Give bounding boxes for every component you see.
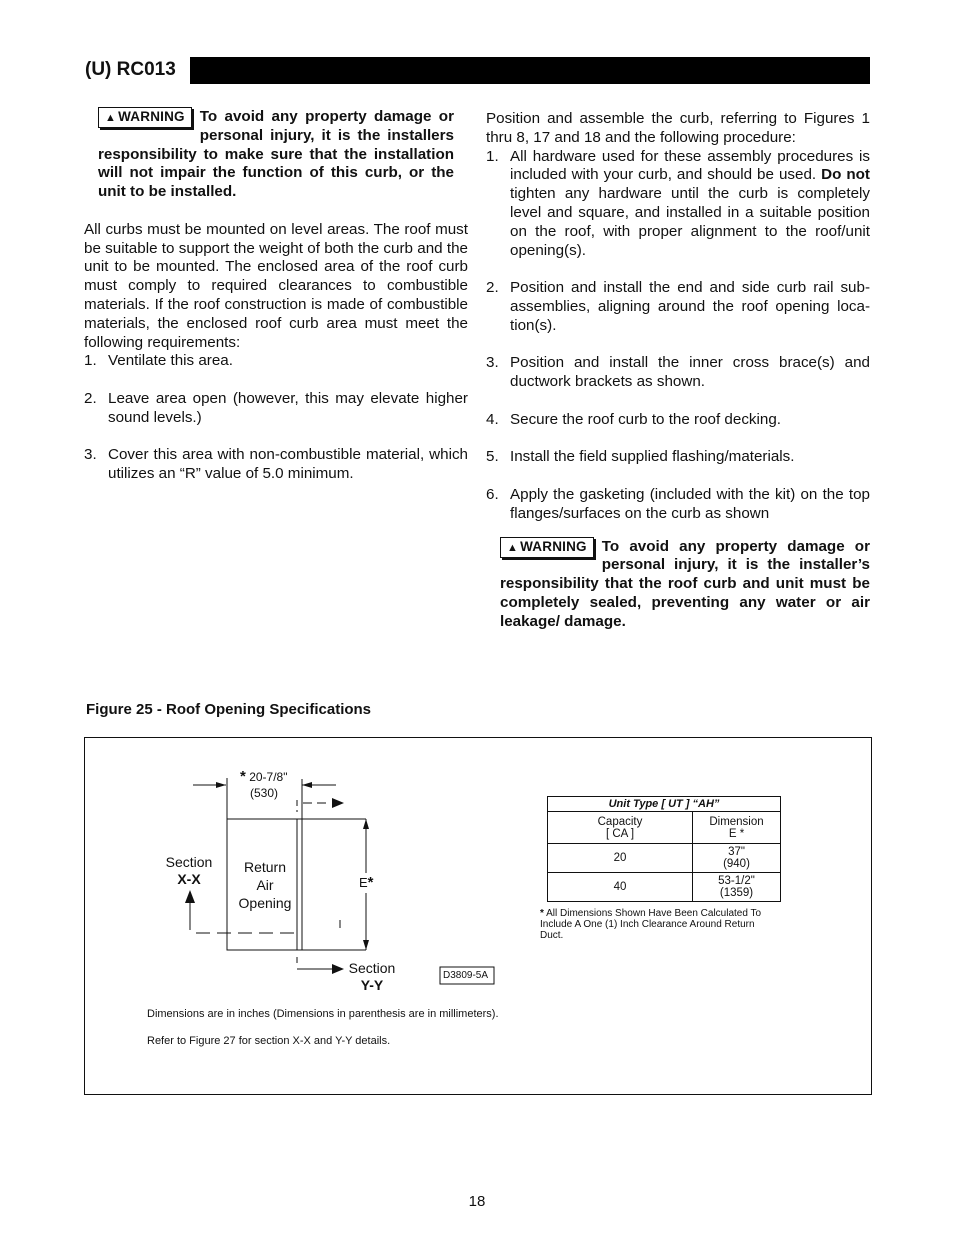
column-header-dimension: Dimension E * <box>693 812 781 844</box>
list-item: 4. Secure the roof curb to the roof decking. <box>486 410 782 428</box>
arrowhead <box>363 940 369 950</box>
figure-caption: Figure 25 - Roof Opening Specifications <box>86 701 372 718</box>
list-item: 5. Install the field supplied flashing/materials. <box>486 448 795 466</box>
page-number: 18 <box>468 1193 486 1210</box>
list-item: 2. Leave area open (however, this may elevate higher sound levels.) <box>84 389 468 426</box>
table-row: 40 53-1/2" (1359) <box>548 873 781 902</box>
figure-note-units: Dimensions are in inches (Dimensions in parenthesis are in millimeters). <box>147 1008 499 1020</box>
drawing-id: D3809-5A <box>443 970 489 981</box>
list-item: 3. Cover this area with non-combustible material, which utilizes an “R” value of 5.0 minimum. <box>84 446 468 483</box>
list-item: 2. Position and install the end and side curb rail sub-assemblies, aligning around the roof opening loca-tion(s). <box>486 279 870 334</box>
warning-text: To avoid any property damage or personal injury, it is the installers responsibility to make sure that the installation will not impair the function of this curb, or the unit to be installed. <box>98 108 454 201</box>
warning-triangle-icon: ▲ <box>507 541 519 554</box>
warning-text: To avoid any property damage or personal injury, it is the installer’s responsibility that the roof curb and unit must be completely sealed, preventing any water or air leakage/ damage. <box>500 537 870 630</box>
table-row: 20 37" (940) <box>548 844 781 873</box>
arrowhead <box>302 782 312 788</box>
table-title-row <box>548 797 781 812</box>
arrowhead <box>363 819 369 829</box>
warning-triangle-icon: ▲ <box>105 112 117 124</box>
list-item: 1. Ventilate this area. <box>84 352 233 370</box>
warning-badge: ▲ WARNING <box>98 107 192 128</box>
table-header-row <box>548 812 781 844</box>
warning-badge: ▲ WARNING <box>500 537 594 558</box>
section-title: (U) RC013 <box>85 59 176 80</box>
table-footnote: * All Dimensions Shown Have Been Calculated To Include A One (1) Inch Clearance Around Return Duct. <box>540 908 762 941</box>
arrowhead <box>332 798 344 808</box>
list-item: 6. Apply the gasketing (included with the kit) on the top flanges/surfaces on the curb as shown <box>486 485 870 522</box>
assembly-intro: Position and assemble the curb, referring to Figures 1 thru 8, 17 and 18 and the following procedure: <box>486 110 870 146</box>
dimension-e-label: E* <box>359 874 374 891</box>
section-yy-label: Section Y-Y <box>348 960 396 993</box>
arrowhead <box>185 890 195 903</box>
column-header-capacity: Capacity [ CA ] <box>548 812 693 844</box>
figure-note-reference: Refer to Figure 27 for section X-X and Y-Y details. <box>147 1035 391 1047</box>
return-air-opening-label: Return Air Opening <box>238 859 292 911</box>
list-item: 3. Position and install the inner cross brace(s) and ductwork brackets as shown. <box>486 354 870 391</box>
table-title: Unit Type [ UT ] “AH” <box>548 797 781 812</box>
arrowhead <box>216 782 226 788</box>
width-dimension-label: * 20-7/8" <box>240 768 288 785</box>
list-item: 1. All hardware used for these assembly procedures is included with your curb, and should be used. Do not tighten any hardware until the curb is completely level and square, and installed in a suitable position on the roof, with proper alignment to the roof/unit opening(s). <box>486 147 870 259</box>
curb-intro: All curbs must be mounted on level areas. The roof must be suitable to support the weight of both the curb and the unit to be mounted. The enclosed area of the roof curb must comply to required clearances to combustible materials. If the roof construction is made of combustible materials, the enclosed roof curb area must meet the following requirements: <box>84 220 468 351</box>
width-dimension-mm: (530) <box>250 786 279 800</box>
dimension-table <box>547 796 781 902</box>
section-xx-label: Section X-X <box>165 854 213 887</box>
